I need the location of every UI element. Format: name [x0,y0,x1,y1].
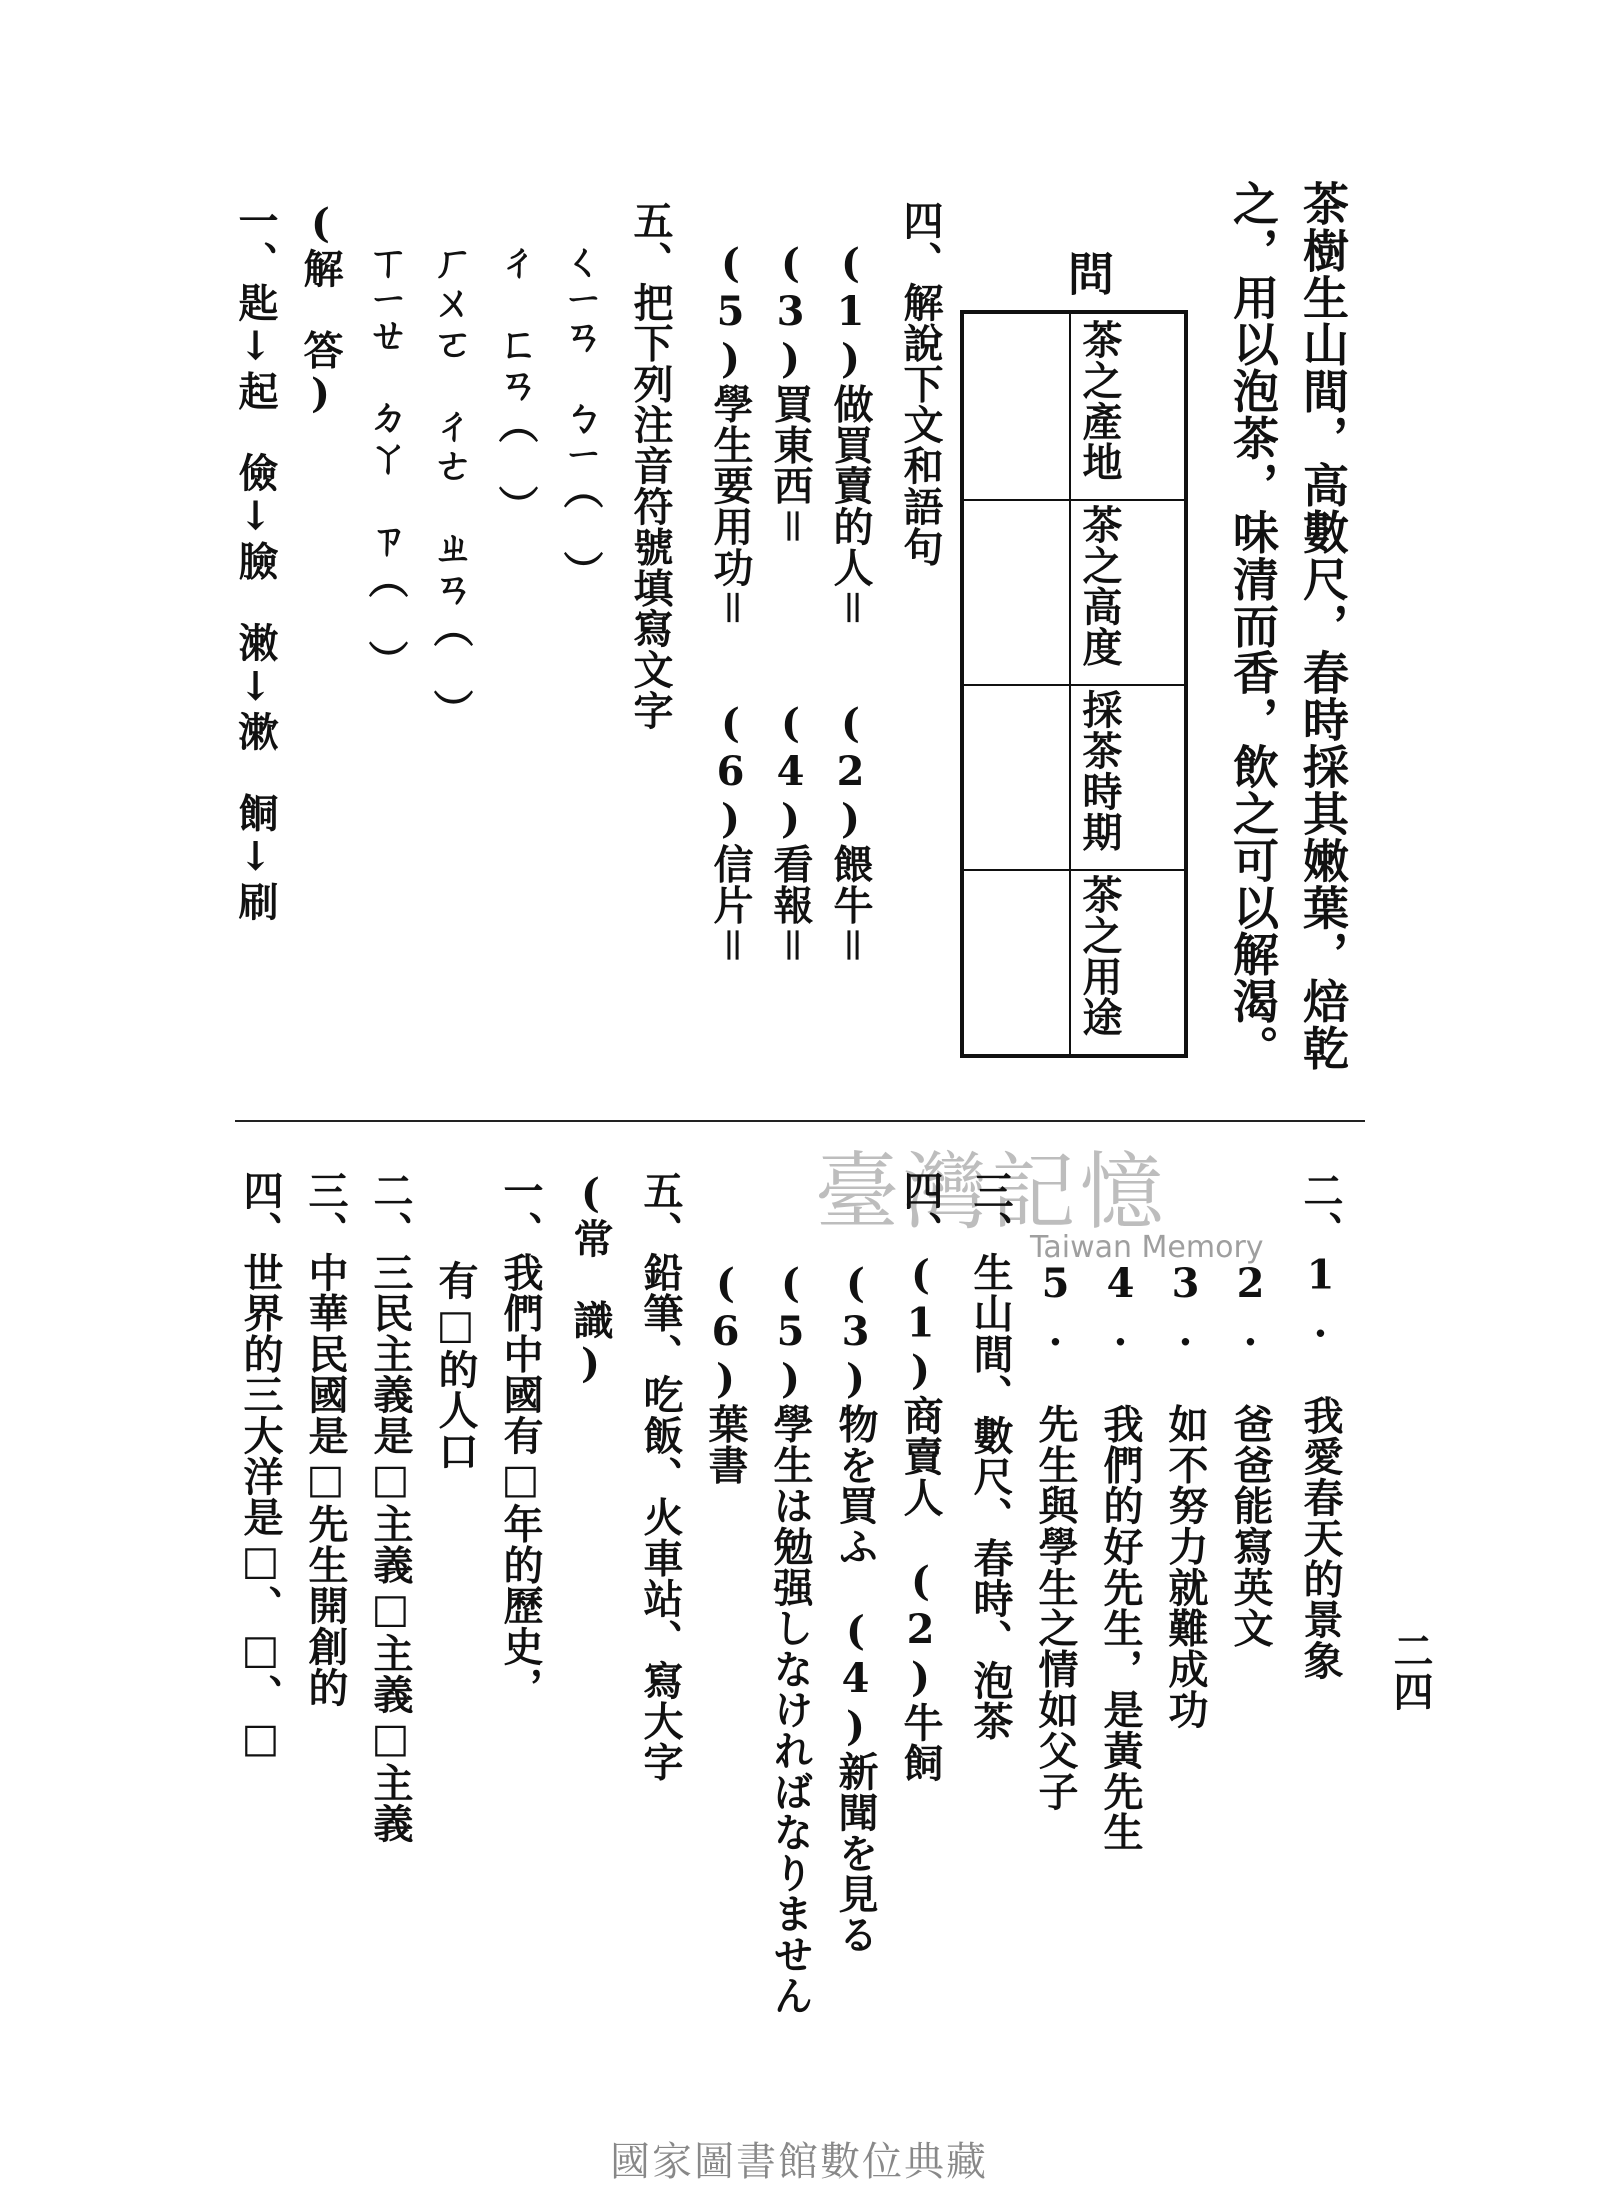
zhuyin-item: ㄒㄧㄝ ㄉㄚ ㄗ（ ） [362,240,409,681]
answer-item: (5)學生は勉强しなければなりません [767,1260,814,2016]
footer-credit: 國家圖書館數位典藏 [610,2139,988,2185]
answer-table [960,310,1188,1058]
question-item: (6)信片＝ [707,700,754,966]
table-row-line [964,684,1184,686]
common-item: 有□的人口 [432,1260,479,1471]
table-row-line [964,499,1184,501]
question-heading-5: 五、把下列注音符號填寫文字 [627,200,674,731]
watermark-english: Taiwan Memory [1030,1230,1264,1265]
question-item: (2)餵牛＝ [827,700,874,966]
answer-item: 二、1. 我愛春天的景象 [1297,1170,1344,1681]
table-header: 茶之高度 [1076,504,1123,668]
passage-line-2: 之，用以泡茶，味清而香，飲之可以解渴。 [1226,180,1280,1072]
common-item: 四、世界的三大洋是□、□、□ [237,1170,284,1763]
common-label: (常 識) [567,1170,614,1388]
table-header: 茶之產地 [1076,319,1123,483]
answer-item: 四、(1)商賣人 (2)牛飼 [897,1170,944,1784]
answer-item: 2. 爸爸能寫英文 [1227,1260,1274,1649]
question-item: (1)做買賣的人＝ [827,240,874,629]
common-item: 二、三民主義是□主義□主義□主義 [367,1170,414,1844]
page-number: 二四 [1387,1630,1434,1712]
common-item: 一、我們中國有□年的歷史， [497,1170,544,1708]
answer-one: 一、匙↓起 儉↓臉 潄↓漱 餇↓刷 [232,200,279,922]
answer-item: 三、生山間、數尺、春時、泡茶 [967,1170,1014,1742]
section-divider [235,1120,1365,1122]
zhuyin-item: ㄔ ㄈㄢ（ ） [492,240,539,526]
table-row-line [964,869,1184,871]
table-header: 茶之用途 [1076,874,1123,1038]
answer-item: 五、鉛筆、吃飯、火車站、寫大字 [637,1170,684,1782]
answer-item: (3)物を買ふ (4)新聞を見る [832,1260,879,1955]
table-header: 採茶時期 [1076,689,1123,853]
zhuyin-item: ㄏㄨㄛ ㄔㄜ ㄓㄢ（ ） [427,240,474,730]
question-heading-4: 四、解說下文和語句 [897,200,944,568]
common-item: 三、中華民國是□先生開創的 [302,1170,349,1708]
watermark: 臺灣記憶 [815,1143,1168,1241]
answer-item: 5. 先生與學生之情如父子 [1032,1260,1079,1812]
answer-item: 3. 如不努力就難成功 [1162,1260,1209,1730]
question-item: (5)學生要用功＝ [707,240,754,629]
answer-label: (解 答) [297,200,344,418]
question-item: (3)買東西＝ [767,240,814,547]
zhuyin-item: ㄑㄧㄢ ㄅㄧ（ ） [557,240,604,592]
question-label: 問 [1061,250,1115,297]
answer-item: (6)葉書 [702,1260,749,1485]
answer-item: 4. 我們的好先生，是黃先生 [1097,1260,1144,1853]
passage-line-1: 茶樹生山間，高數尺，春時採其嫩葉，焙乾 [1296,180,1350,1072]
question-item: (4)看報＝ [767,700,814,966]
